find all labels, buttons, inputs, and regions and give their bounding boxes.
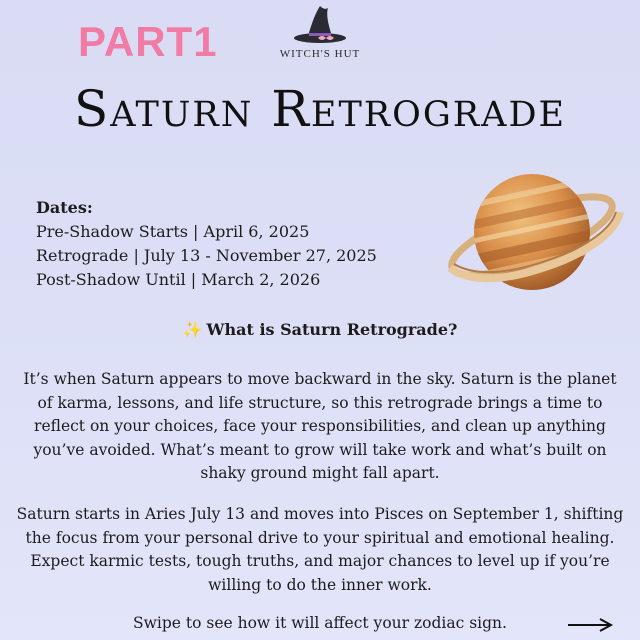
dates-block bbox=[36, 196, 377, 292]
logo-text: WITCH'S HUT bbox=[279, 48, 361, 60]
date-line-pre-shadow: Pre-Shadow Starts | April 6, 2025 bbox=[36, 222, 310, 241]
saturn-illustration bbox=[444, 160, 624, 314]
date-line-post-shadow: Post-Shadow Until | March 2, 2026 bbox=[36, 270, 321, 289]
swipe-hint: Swipe to see how it will affect your zodiac sign. bbox=[133, 614, 507, 632]
sparkle-icon: ✨ bbox=[182, 320, 203, 339]
arrow-right-icon[interactable] bbox=[566, 616, 614, 636]
witchs-hut-logo bbox=[270, 2, 370, 68]
question-text: What is Saturn Retrograde? bbox=[206, 320, 458, 339]
question-heading bbox=[0, 320, 640, 339]
date-line-retrograde: Retrograde | July 13 - November 27, 2025 bbox=[36, 246, 377, 265]
dates-label: Dates: bbox=[36, 198, 93, 217]
page-title: Saturn Retrograde bbox=[73, 80, 567, 138]
paragraph-intro: It’s when Saturn appears to move backward in the sky. Saturn is the planet of karma, lessons, and life structure, so this retrograde brings a time to reflect on your choices, face your responsibilities, and clean up anything you’ve avoided. What’s meant to grow will take work and what’s built on shaky ground might fall apart. bbox=[23, 370, 617, 482]
part-label: PART1 bbox=[78, 18, 218, 65]
paragraph-details: Saturn starts in Aries July 13 and moves into Pisces on September 1, shifting the focus from your personal drive to your spiritual and emotional healing. Expect karmic tests, tough truths, and major chances to level up if you’re willing to do the inner work. bbox=[16, 505, 624, 594]
witch-hat-icon bbox=[290, 2, 350, 52]
